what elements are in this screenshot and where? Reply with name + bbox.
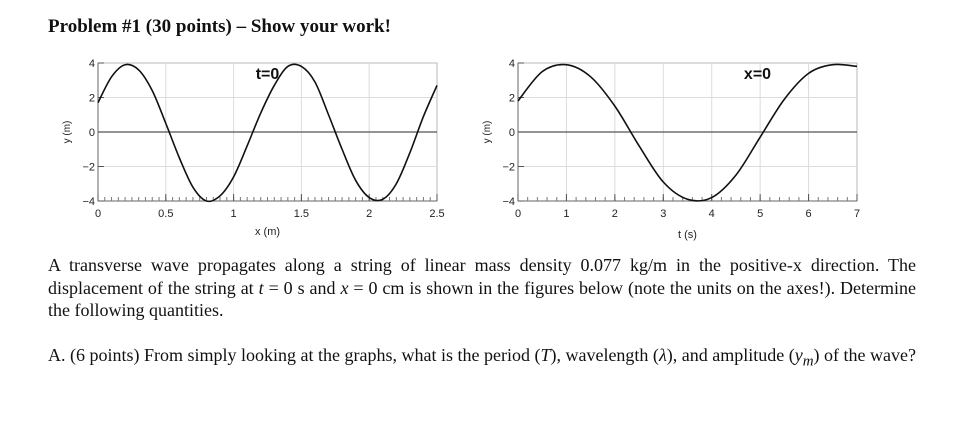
description-text-1: A transverse wave propagates along a string of linear mass density 0.077 kg/m in the positive-x direction. The displacement of the string at (48, 255, 916, 298)
problem-description (48, 254, 916, 322)
x-tick-label: 1.5 (293, 208, 310, 220)
y-tick-label: −2 (82, 161, 95, 174)
question-text-4: ) of the wave? (813, 345, 916, 365)
amplitude-symbol: y (794, 345, 803, 365)
x-tick-label: 1 (563, 208, 570, 220)
question-a (48, 344, 916, 373)
x-tick-label: 4 (708, 208, 715, 220)
time-variable: t (258, 277, 264, 298)
x-tick-label: 7 (853, 208, 861, 220)
x-tick-label: 0 (94, 208, 102, 220)
x-axis-label: x (m) (254, 226, 281, 238)
x-tick-label: 6 (805, 208, 812, 220)
x-tick-label: 2.5 (429, 208, 445, 220)
y-axis-label: y (m) (482, 120, 493, 144)
y-tick-label: 4 (88, 58, 95, 70)
description-text-2: = 0 s and (263, 277, 341, 298)
y-tick-label: 0 (88, 127, 95, 139)
x-tick-label: 0 (514, 208, 522, 220)
position-variable: x (340, 277, 349, 298)
x-axis-label: t (s) (678, 229, 697, 241)
y-tick-label: 2 (88, 92, 95, 105)
x-tick-label: 1 (230, 208, 237, 220)
y-tick-label: 2 (508, 92, 515, 105)
question-text-2: ), wavelength ( (550, 345, 659, 365)
x-tick-label: 2 (366, 208, 373, 220)
y-axis-label: y (m) (62, 120, 73, 144)
y-tick-label: −4 (502, 196, 515, 208)
problem-title: Problem #1 (30 points) – Show your work! (48, 16, 391, 37)
displacement-vs-position-graph (62, 58, 445, 238)
description-text-3: = 0 cm is shown in the figures below (note the units on the axes!). Determine the following quantities. (48, 277, 916, 320)
y-tick-label: −2 (502, 161, 515, 174)
amplitude-subscript: m (802, 353, 814, 370)
chart-title: x=0 (743, 66, 772, 83)
question-text-3: ), and amplitude ( (666, 345, 795, 365)
question-text-1: A. (6 points) From simply looking at the graphs, what is the period ( (48, 345, 541, 365)
x-tick-label: 0.5 (158, 208, 174, 220)
y-tick-label: 0 (508, 127, 515, 139)
displacement-vs-time-graph (482, 58, 860, 241)
x-tick-label: 2 (611, 208, 618, 220)
y-tick-label: −4 (82, 196, 95, 208)
wavelength-symbol: λ (658, 345, 667, 365)
chart-title: t=0 (255, 66, 280, 83)
x-tick-label: 5 (757, 208, 764, 220)
x-tick-label: 3 (660, 208, 667, 220)
period-symbol: T (540, 345, 551, 365)
y-tick-label: 4 (508, 58, 515, 70)
